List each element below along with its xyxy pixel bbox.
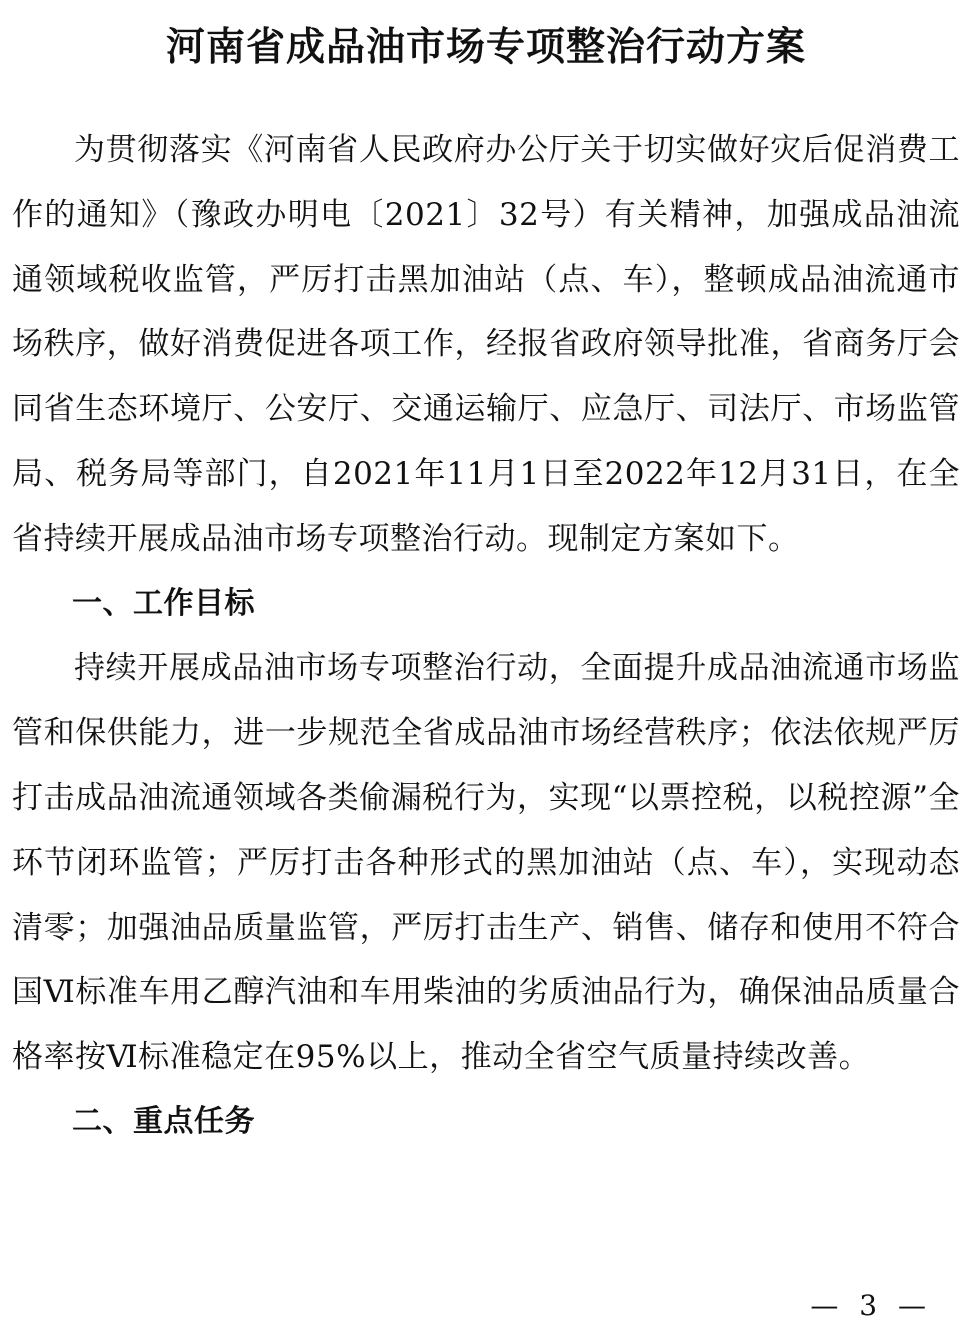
document-body — [12, 118, 960, 1155]
section-heading-work-goals: 一、工作目标 — [72, 585, 255, 621]
work-goals-paragraph: 持续开展成品油市场专项整治行动，全面提升成品油流通市场监管和保供能力，进一步规范全省成品油市场经营秩序；依法依规严厉打击成品油流通领域各类偷漏税行为，实现“以票控税，以税控源”全环节闭环监管；严厉打击各种形式的黑加油站（点、车），实现动态清零；加强油品质量监管，严厉打击生产、销售、储存和使用不符合国Ⅵ标准车用乙醇汽油和车用柴油的劣质油品行为，确保油品质量合格率按Ⅵ标准稳定在95%以上，推动全省空气质量持续改善。 — [12, 650, 960, 1076]
intro-paragraph: 为贯彻落实《河南省人民政府办公厅关于切实做好灾后促消费工作的通知》（豫政办明电〔2021〕32号）有关精神，加强成品油流通领域税收监管，严厉打击黑加油站（点、车），整顿成品油流通市场秩序，做好消费促进各项工作，经报省政府领导批准，省商务厅会同省生态环境厅、公安厅、交通运输厅、应急厅、司法厅、市场监管局、税务局等部门，自2021年11月1日至2022年12月31日，在全省持续开展成品油市场专项整治行动。现制定方案如下。 — [12, 132, 960, 557]
document-title: 河南省成品油市场专项整治行动方案 — [165, 25, 806, 70]
page-number: — 3 — — [810, 1289, 932, 1322]
section-heading-key-tasks: 二、重点任务 — [72, 1103, 255, 1139]
